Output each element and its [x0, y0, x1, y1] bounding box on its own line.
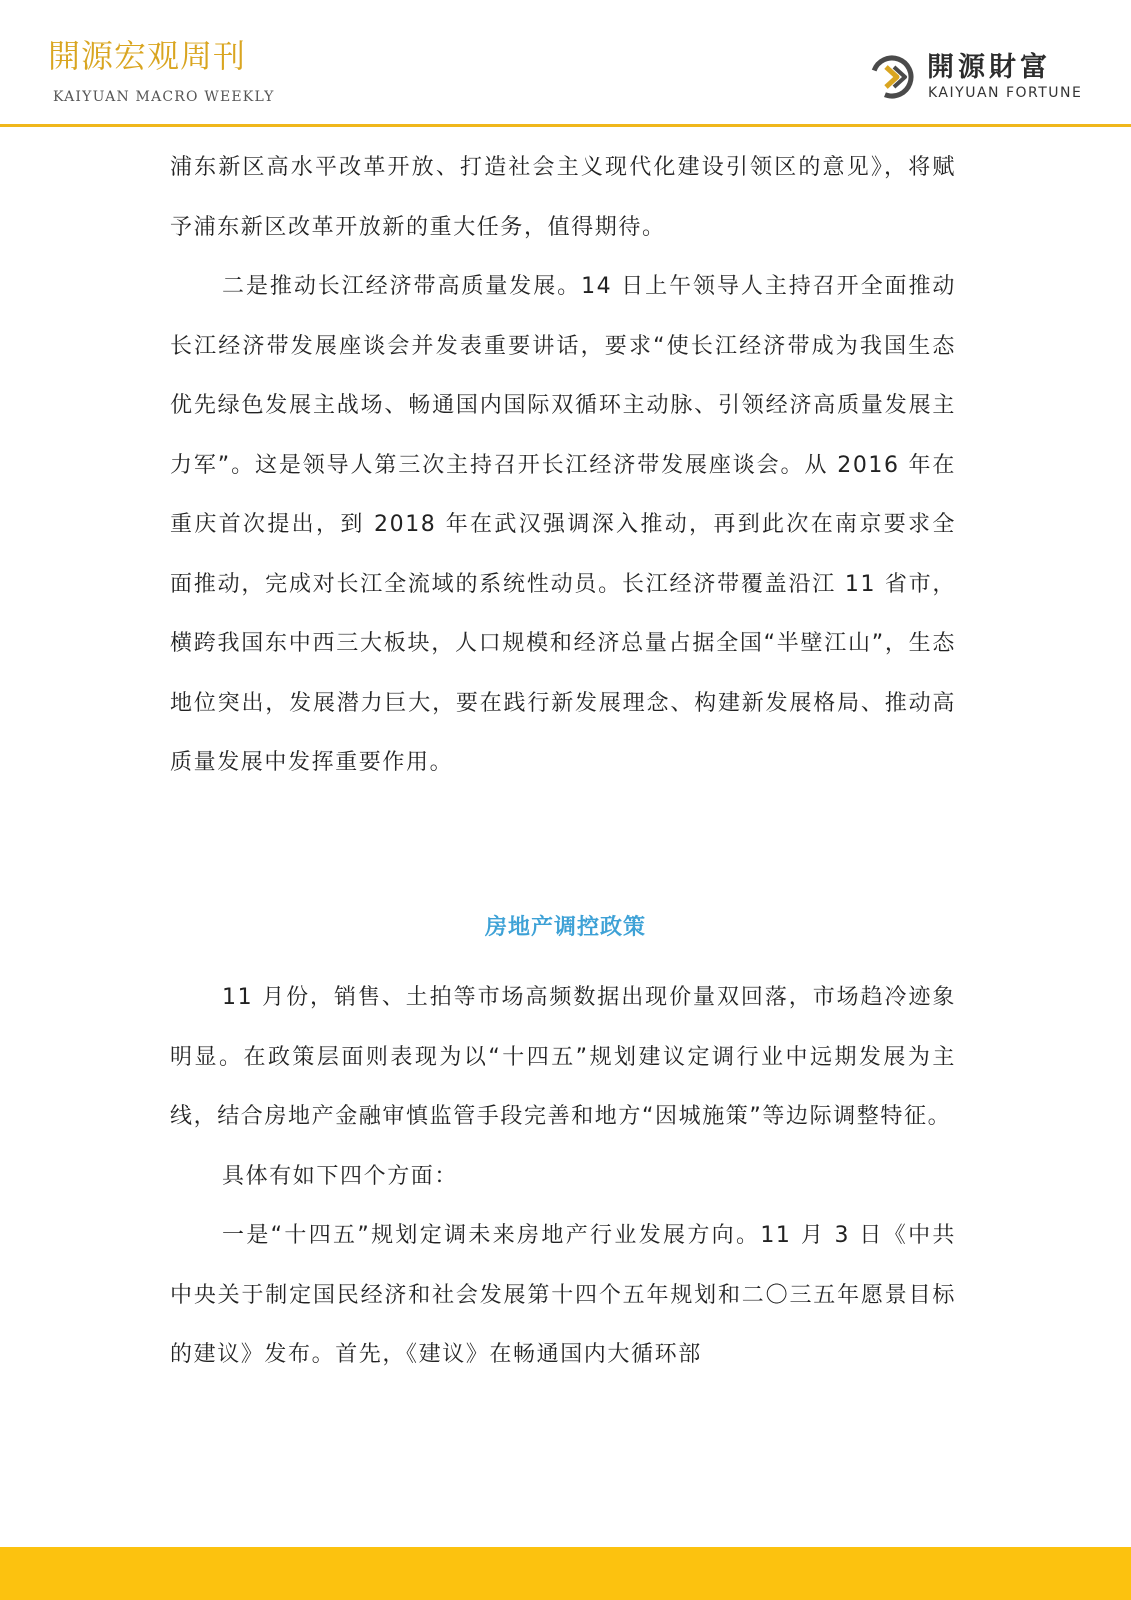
paragraph-market: 11 月份，销售、土拍等市场高频数据出现价量双回落，市场趋冷迹象明显。在政策层面则表现为以“十四五”规划建议定调行业中远期发展为主线，结合房地产金融审慎监管手段完善和地方“因城施策”等边际调整特征。 [170, 985, 956, 1129]
paragraph-yangtze: 二是推动长江经济带高质量发展。14 日上午领导人主持召开全面推动长江经济带发展座谈会并发表重要讲话，要求“使长江经济带成为我国生态优先绿色发展主战场、畅通国内国际双循环主动脉、引领经济高质量发展主力军”。这是领导人第三次主持召开长江经济带发展座谈会。从 2016 年在重庆首次提出，到 2018 年在武汉强调深入推动，再到此次在南京要求全面推动，完成对长江全流域的系统性动员。长江经济带覆盖沿江 11 省市，横跨我国东中西三大板块，人口规模和经济总量占据全国“半壁江山”，生态地位突出，发展潜力巨大，要在践行新发展理念、构建新发展格局、推动高质量发展中发挥重要作用。 [170, 274, 956, 775]
paragraph-pudong: 浦东新区高水平改革开放、打造社会主义现代化建设引领区的意见》，将赋予浦东新区改革开放新的重大任务，值得期待。 [170, 155, 956, 240]
section-heading-real-estate: 房地产调控政策 [484, 915, 646, 940]
publication-subtitle: KAIYUAN MACRO WEEKLY [53, 89, 275, 105]
body-text-upper [170, 138, 956, 793]
paragraph-five-year-plan: 一是“十四五”规划定调未来房地产行业发展方向。11 月 3 日《中共中央关于制定国民经济和社会发展第十四个五年规划和二〇三五年愿景目标的建议》发布。首先，《建议》在畅通国内大循环部 [170, 1223, 956, 1367]
publication-title: 開源宏观周刊 [48, 37, 247, 75]
company-logo [867, 52, 1093, 104]
page-header [0, 0, 1131, 127]
paragraph-four-aspects: 具体有如下四个方面： [222, 1163, 459, 1189]
logo-english-name: KAIYUAN FORTUNE [928, 85, 1083, 101]
kaiyuan-logo-icon [867, 52, 917, 102]
footer-bar [0, 1547, 1131, 1600]
logo-chinese-name: 開源財富 [927, 52, 1051, 83]
header-divider [0, 124, 1131, 127]
body-text-lower [170, 968, 956, 1385]
